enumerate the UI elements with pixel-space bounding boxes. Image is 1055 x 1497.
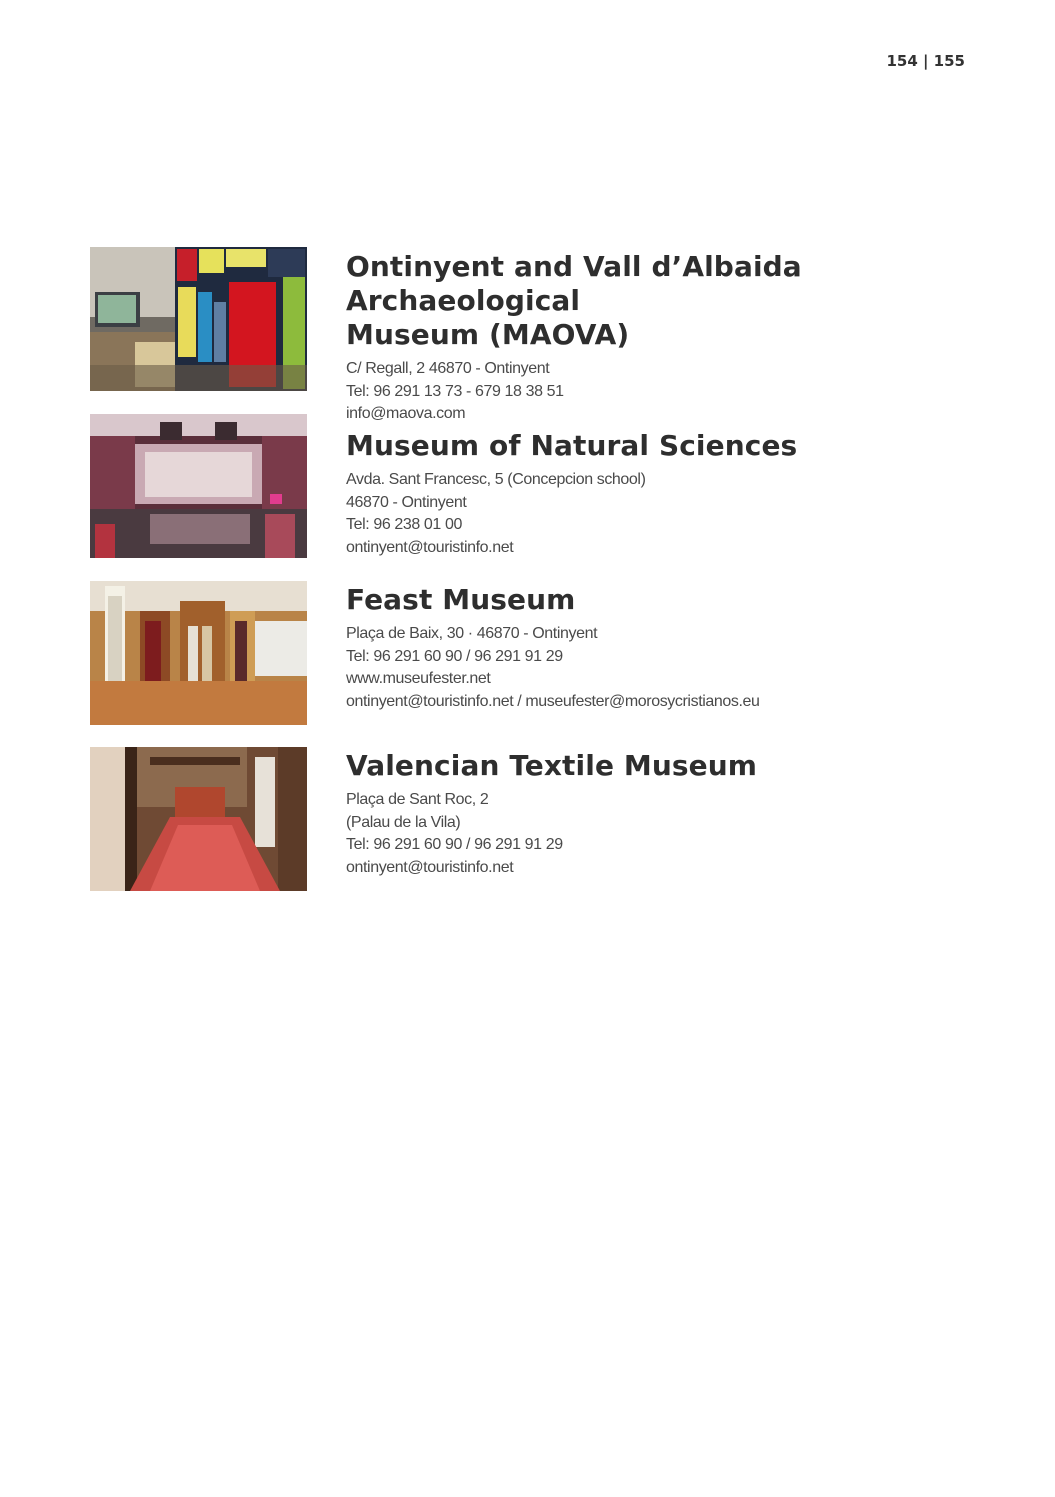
museum-title: Valencian Textile Museum bbox=[346, 749, 758, 782]
address-line: C/ Regall, 2 46870 - Ontinyent bbox=[346, 360, 550, 377]
email-link[interactable]: ontinyent@touristinfo.net / museufester@morosycristianos.eu bbox=[346, 692, 760, 710]
email-link[interactable]: ontinyent@touristinfo.net bbox=[346, 538, 514, 556]
museum-photo-textile bbox=[90, 747, 307, 891]
address-line: Avda. Sant Francesc, 5 (Concepcion school) bbox=[346, 471, 646, 488]
museum-entry-feast bbox=[90, 581, 990, 727]
museum-photo-maova bbox=[90, 247, 307, 391]
museum-title: Feast Museum bbox=[346, 583, 576, 616]
museum-photo-natural-sciences bbox=[90, 414, 307, 558]
address-line: Plaça de Sant Roc, 2 bbox=[346, 791, 489, 808]
museum-title-line: Ontinyent and Vall d’Albaida Archaeological bbox=[346, 250, 802, 317]
address-line: 46870 - Ontinyent bbox=[346, 493, 467, 511]
phone-line: Tel: 96 238 01 00 bbox=[346, 516, 462, 534]
museum-title: Museum of Natural Sciences bbox=[346, 429, 798, 462]
address-line: (Palau de la Vila) bbox=[346, 813, 461, 831]
museum-entry-maova bbox=[90, 247, 990, 423]
museum-title bbox=[346, 250, 986, 352]
page-number: 154 | 155 bbox=[886, 52, 965, 70]
museum-entry-natural-sciences bbox=[90, 414, 990, 560]
museum-title-line: Museum (MAOVA) bbox=[346, 318, 630, 351]
museum-entry-textile bbox=[90, 747, 990, 893]
email-link[interactable]: info@maova.com bbox=[346, 405, 466, 423]
museum-photo-feast bbox=[90, 581, 307, 725]
email-link[interactable]: ontinyent@touristinfo.net bbox=[346, 858, 514, 876]
website-link[interactable]: www.museufester.net bbox=[346, 670, 491, 688]
phone-line: Tel: 96 291 60 90 / 96 291 91 29 bbox=[346, 647, 563, 665]
phone-line: Tel: 96 291 13 73 - 679 18 38 51 bbox=[346, 382, 564, 400]
phone-line: Tel: 96 291 60 90 / 96 291 91 29 bbox=[346, 836, 563, 854]
address-line: Plaça de Baix, 30 · 46870 - Ontinyent bbox=[346, 625, 598, 642]
